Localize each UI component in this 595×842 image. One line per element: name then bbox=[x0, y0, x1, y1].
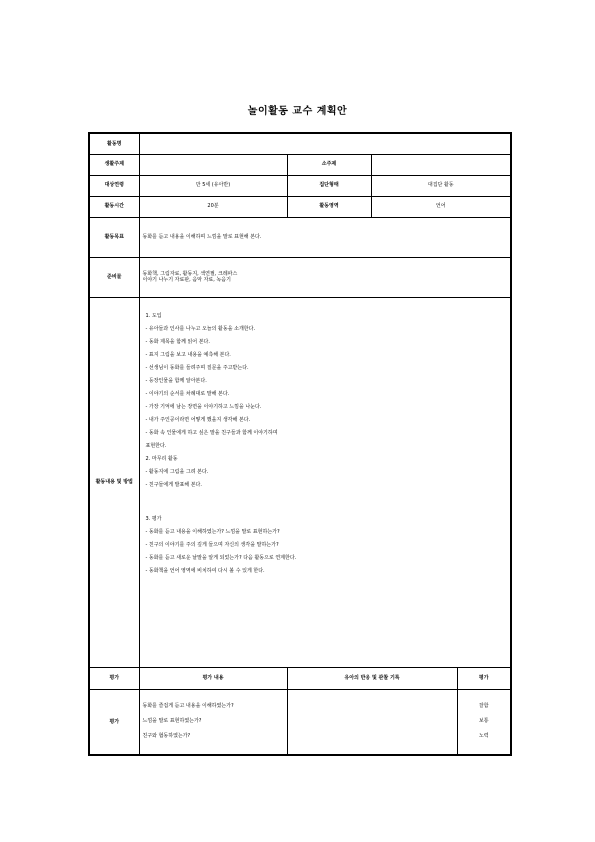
lesson-plan-table bbox=[88, 132, 512, 756]
evaluation-grade-line: 노력 bbox=[478, 733, 489, 740]
evaluation-row-label: 평가 bbox=[89, 689, 139, 755]
target-row bbox=[89, 175, 511, 196]
objective-text: 동화를 듣고 내용을 이해하며 느낌을 말로 표현해 본다. bbox=[139, 217, 511, 257]
process-line: - 등장인물을 함께 알아본다. bbox=[145, 377, 207, 384]
evaluation-observation-header: 유아의 반응 및 관찰 기록 bbox=[287, 667, 457, 689]
process-line: - 표지 그림을 보고 내용을 예측해 본다. bbox=[145, 351, 231, 358]
group-type-value: 대집단 활동 bbox=[371, 175, 511, 196]
materials-row bbox=[89, 257, 511, 297]
process-line: - 동화 제목을 함께 읽어 본다. bbox=[145, 338, 210, 345]
process-line: - 동화책을 언어 영역에 비치하여 다시 볼 수 있게 한다. bbox=[145, 567, 265, 574]
life-theme-label: 생활주제 bbox=[89, 154, 139, 175]
process-line-blank bbox=[146, 492, 505, 513]
process-row bbox=[89, 297, 511, 667]
process-line: 1. 도입 bbox=[145, 312, 162, 319]
materials-label: 준비물 bbox=[89, 257, 139, 297]
process-line: - 친구들에게 발표해 본다. bbox=[145, 481, 202, 488]
process-line: - 활동지에 그림을 그려 본다. bbox=[145, 468, 209, 475]
process-line: - 동화 속 인물에게 하고 싶은 말을 친구들과 함께 이야기하며 bbox=[145, 429, 278, 436]
materials-line: 동화책, 그림자료, 활동지, 색연필, 크레파스 bbox=[142, 270, 238, 277]
materials-line: 이야기 나누기 자료판, 음악 자료, 녹음기 bbox=[142, 277, 231, 283]
evaluation-grade-header: 평가 bbox=[457, 667, 511, 689]
sub-theme-value bbox=[371, 154, 511, 175]
process-line: - 내가 주인공이라면 어떻게 했을지 생각해 본다. bbox=[145, 416, 251, 423]
theme-row bbox=[89, 154, 511, 175]
process-line: - 가장 기억에 남는 장면을 이야기하고 느낌을 나눈다. bbox=[145, 403, 262, 410]
activity-area-label: 활동영역 bbox=[287, 196, 371, 217]
evaluation-header-row bbox=[89, 667, 511, 689]
process-contents bbox=[139, 297, 511, 667]
objective-label: 활동목표 bbox=[89, 217, 139, 257]
time-row bbox=[89, 196, 511, 217]
objective-row bbox=[89, 217, 511, 257]
process-line: 3. 평가 bbox=[145, 515, 162, 522]
target-age-value: 만 5세 (유아반) bbox=[139, 175, 287, 196]
process-line: 표현한다. bbox=[145, 442, 167, 449]
process-line: - 이야기의 순서를 차례대로 말해 본다. bbox=[145, 390, 230, 397]
evaluation-content-cell bbox=[139, 689, 287, 755]
process-label: 활동내용 및 방법 bbox=[89, 297, 139, 667]
activity-name-label: 활동명 bbox=[89, 133, 139, 154]
activity-name-value bbox=[139, 133, 511, 154]
activity-time-label: 활동시간 bbox=[89, 196, 139, 217]
evaluation-content-line: 친구와 협동하였는가? bbox=[142, 733, 191, 740]
activity-time-value: 20분 bbox=[139, 196, 287, 217]
process-line: - 동화를 듣고 새로운 낱말을 알게 되었는가? 다음 활동으로 연계한다. bbox=[145, 554, 297, 561]
activity-area-value: 언어 bbox=[371, 196, 511, 217]
evaluation-grade-line: 잘함 bbox=[478, 703, 489, 710]
process-line: 2. 마무리 활동 bbox=[145, 455, 178, 462]
evaluation-observation-cell bbox=[287, 689, 457, 755]
evaluation-row bbox=[89, 689, 511, 755]
evaluation-content-line: 느낌을 말로 표현하였는가? bbox=[142, 718, 202, 725]
target-age-label: 대상연령 bbox=[89, 175, 139, 196]
process-line: - 유아들과 인사를 나누고 오늘의 활동을 소개한다. bbox=[145, 325, 256, 332]
evaluation-header-label: 평가 bbox=[89, 667, 139, 689]
activity-name-row bbox=[89, 133, 511, 154]
group-type-label: 집단형태 bbox=[287, 175, 371, 196]
life-theme-value bbox=[139, 154, 287, 175]
evaluation-grade-cell bbox=[457, 689, 511, 755]
process-line: - 친구의 이야기를 주의 깊게 들으며 자신의 생각을 말하는가? bbox=[145, 541, 279, 548]
evaluation-grade-line: 보통 bbox=[478, 718, 489, 725]
document-title: 놀이활동 교수 계획안 bbox=[247, 106, 348, 117]
evaluation-content-line: 동화를 즐겁게 듣고 내용을 이해하였는가? bbox=[142, 703, 234, 710]
process-line: - 동화를 듣고 내용을 이해하였는가? 느낌을 말로 표현하는가? bbox=[145, 528, 280, 535]
sub-theme-label: 소주제 bbox=[287, 154, 371, 175]
process-line: - 선생님이 동화를 들려주며 질문을 주고받는다. bbox=[145, 364, 249, 371]
materials-text bbox=[139, 257, 511, 297]
evaluation-content-header: 평가 내용 bbox=[139, 667, 287, 689]
